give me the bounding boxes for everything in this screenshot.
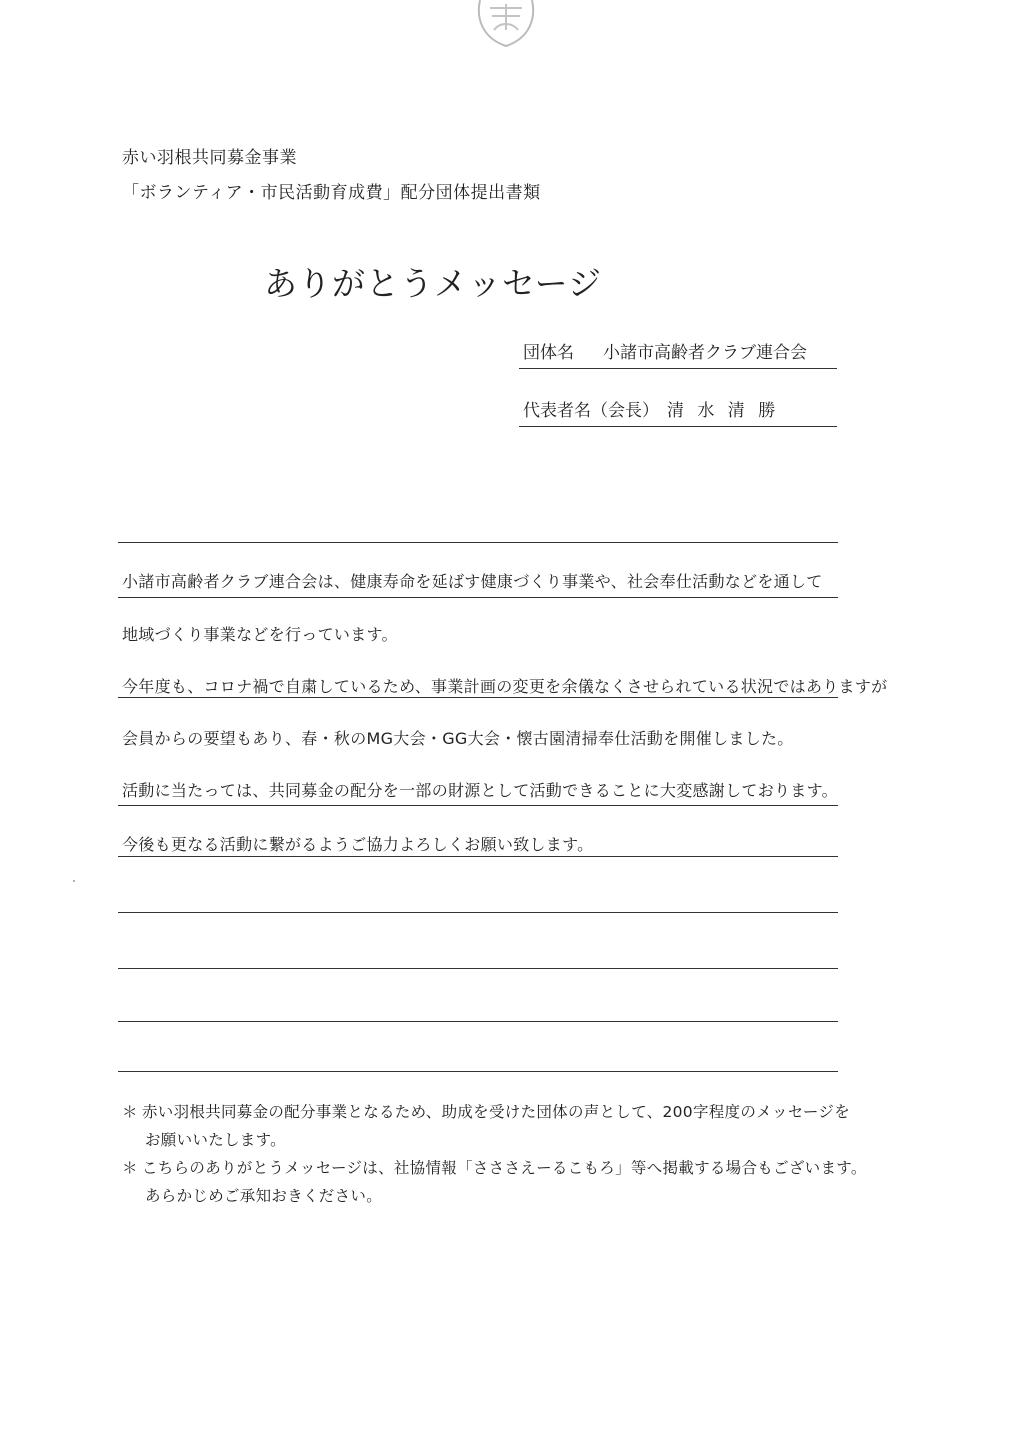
message-rule bbox=[118, 805, 838, 806]
message-line: 活動に当たっては、共同募金の配分を一部の財源として活動できることに大変感謝しております。 bbox=[122, 781, 838, 800]
organization-value: 小諸市高齢者クラブ連合会 bbox=[603, 343, 807, 363]
note-text: あらかじめご承知おきください。 bbox=[145, 1187, 383, 1205]
seal-stamp-icon bbox=[466, 0, 546, 52]
scan-speck bbox=[73, 880, 75, 882]
representative-label: 代表者名（会長） bbox=[523, 401, 659, 421]
organization-field bbox=[519, 338, 837, 369]
note-text: こちらのありがとうメッセージは、社協情報「さささえーるこもろ」等へ掲載する場合もございます。 bbox=[142, 1159, 867, 1177]
message-rule bbox=[118, 697, 838, 698]
organization-label: 団体名 bbox=[523, 343, 574, 363]
note-text: 赤い羽根共同募金の配分事業となるため、助成を受けた団体の声として、200字程度のメッセージを bbox=[142, 1103, 851, 1121]
message-rule bbox=[118, 912, 838, 913]
message-line: 小諸市高齢者クラブ連合会は、健康寿命を延ばす健康づくり事業や、社会奉仕活動などを通して bbox=[122, 572, 823, 591]
message-rule bbox=[118, 1071, 838, 1072]
message-rule bbox=[118, 1021, 838, 1022]
note-text: お願いいたします。 bbox=[145, 1131, 286, 1149]
message-rule bbox=[118, 542, 838, 543]
note-bullet: ＊ bbox=[122, 1159, 138, 1177]
note-bullet: ＊ bbox=[122, 1103, 138, 1121]
message-rule bbox=[118, 968, 838, 969]
representative-field bbox=[519, 396, 837, 427]
message-line: 今後も更なる活動に繋がるようご協力よろしくお願い致します。 bbox=[122, 835, 594, 854]
message-line: 地域づくり事業などを行っています。 bbox=[122, 625, 398, 644]
message-rule bbox=[118, 597, 838, 598]
message-rule bbox=[118, 856, 838, 857]
message-line: 会員からの要望もあり、春・秋のMG大会・GG大会・懐古園清掃奉仕活動を開催しました。 bbox=[122, 729, 794, 748]
header-document-line: 「ボランティア・市民活動育成費」配分団体提出書類 bbox=[122, 183, 541, 203]
representative-value: 清 水 清 勝 bbox=[667, 401, 780, 421]
header-program-line: 赤い羽根共同募金事業 bbox=[122, 148, 297, 168]
message-line: 今年度も、コロナ禍で自粛しているため、事業計画の変更を余儀なくさせられている状況ではありますが bbox=[122, 677, 888, 696]
page-title: ありがとうメッセージ bbox=[263, 264, 603, 303]
